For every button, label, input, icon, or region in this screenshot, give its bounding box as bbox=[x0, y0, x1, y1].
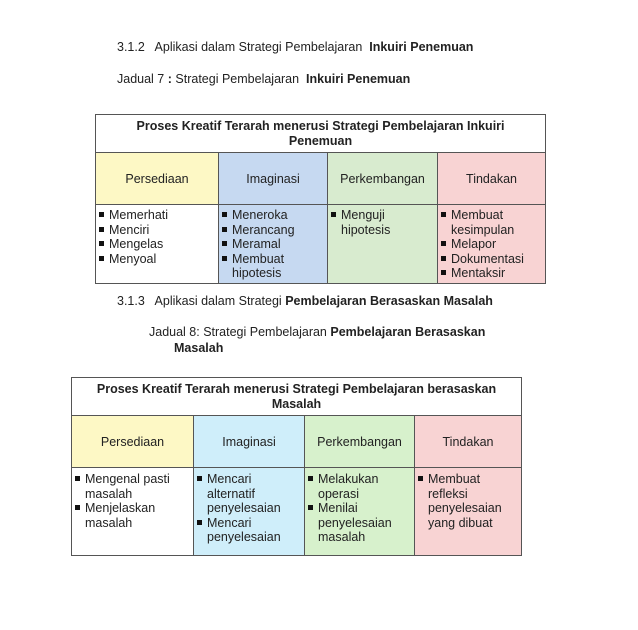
column-header-tindakan: Tindakan bbox=[438, 153, 546, 205]
list-item: Mencari penyelesaian bbox=[194, 516, 304, 545]
caption-bold: Inkuiri Penemuan bbox=[306, 72, 411, 86]
list-item: Mentaksir bbox=[438, 266, 545, 281]
list-item: Mengenal pasti masalah bbox=[72, 472, 193, 501]
table-title-line2: Masalah bbox=[271, 397, 322, 411]
list-item: Mencari alternatif penyelesaian bbox=[194, 472, 304, 516]
caption-label: Jadual 7 bbox=[117, 72, 165, 86]
cell-perkembangan bbox=[328, 205, 438, 284]
heading-number: 3.1.3 bbox=[117, 294, 145, 308]
cell-imaginasi bbox=[219, 205, 328, 284]
table-caption-8 bbox=[149, 325, 485, 339]
list-item: Menilai penyelesaian masalah bbox=[305, 501, 414, 545]
cell-tindakan bbox=[415, 468, 522, 556]
column-header-perkembangan: Perkembangan bbox=[305, 416, 415, 468]
caption-text: Strategi Pembelajaran bbox=[175, 72, 300, 86]
table-caption-8-line2 bbox=[174, 341, 223, 355]
column-header-persediaan: Persediaan bbox=[72, 416, 194, 468]
list-item: Membuat kesimpulan bbox=[438, 208, 545, 237]
section-heading-313 bbox=[117, 294, 493, 308]
column-header-imaginasi: Imaginasi bbox=[219, 153, 328, 205]
list-item: Memerhati bbox=[96, 208, 218, 223]
table-title-line1: Proses Kreatif Terarah menerusi Strategi Pembelajaran Inkuiri bbox=[136, 119, 505, 133]
list-item: Membuat hipotesis bbox=[219, 252, 327, 281]
table-caption-7 bbox=[117, 72, 410, 86]
table-berasaskan-masalah bbox=[71, 377, 522, 556]
table-title-line2: Penemuan bbox=[288, 134, 353, 148]
column-header-persediaan: Persediaan bbox=[96, 153, 219, 205]
list-item: Dokumentasi bbox=[438, 252, 545, 267]
list-item: Menyoal bbox=[96, 252, 218, 267]
section-heading-312 bbox=[117, 40, 473, 54]
column-header-imaginasi: Imaginasi bbox=[194, 416, 305, 468]
list-item: Merancang bbox=[219, 223, 327, 238]
cell-persediaan bbox=[96, 205, 219, 284]
heading-text: Aplikasi dalam Strategi Pembelajaran bbox=[154, 40, 363, 54]
caption-bold: Pembelajaran Berasaskan bbox=[330, 325, 486, 339]
table-title-line1: Proses Kreatif Terarah menerusi Strategi Pembelajaran berasaskan bbox=[96, 382, 497, 396]
list-item: Menjelaskan masalah bbox=[72, 501, 193, 530]
cell-perkembangan bbox=[305, 468, 415, 556]
list-item: Melakukan operasi bbox=[305, 472, 414, 501]
table-title bbox=[96, 115, 546, 153]
cell-persediaan bbox=[72, 468, 194, 556]
list-item: Membuat refleksi penyelesaian yang dibuat bbox=[415, 472, 521, 530]
heading-bold: Inkuiri Penemuan bbox=[369, 40, 474, 54]
list-item: Menguji hipotesis bbox=[328, 208, 437, 237]
heading-text: Aplikasi dalam Strategi bbox=[154, 294, 282, 308]
list-item: Menciri bbox=[96, 223, 218, 238]
cell-tindakan bbox=[438, 205, 546, 284]
caption-text: Jadual 8: Strategi Pembelajaran bbox=[149, 325, 327, 339]
table-title bbox=[72, 378, 522, 416]
caption-bold: Masalah bbox=[174, 341, 224, 355]
cell-imaginasi bbox=[194, 468, 305, 556]
column-header-tindakan: Tindakan bbox=[415, 416, 522, 468]
caption-colon: : bbox=[167, 72, 172, 86]
heading-number: 3.1.2 bbox=[117, 40, 145, 54]
list-item: Melapor bbox=[438, 237, 545, 252]
list-item: Meramal bbox=[219, 237, 327, 252]
table-inkuiri-penemuan bbox=[95, 114, 546, 284]
list-item: Meneroka bbox=[219, 208, 327, 223]
list-item: Mengelas bbox=[96, 237, 218, 252]
column-header-perkembangan: Perkembangan bbox=[328, 153, 438, 205]
heading-bold: Pembelajaran Berasaskan Masalah bbox=[285, 294, 493, 308]
